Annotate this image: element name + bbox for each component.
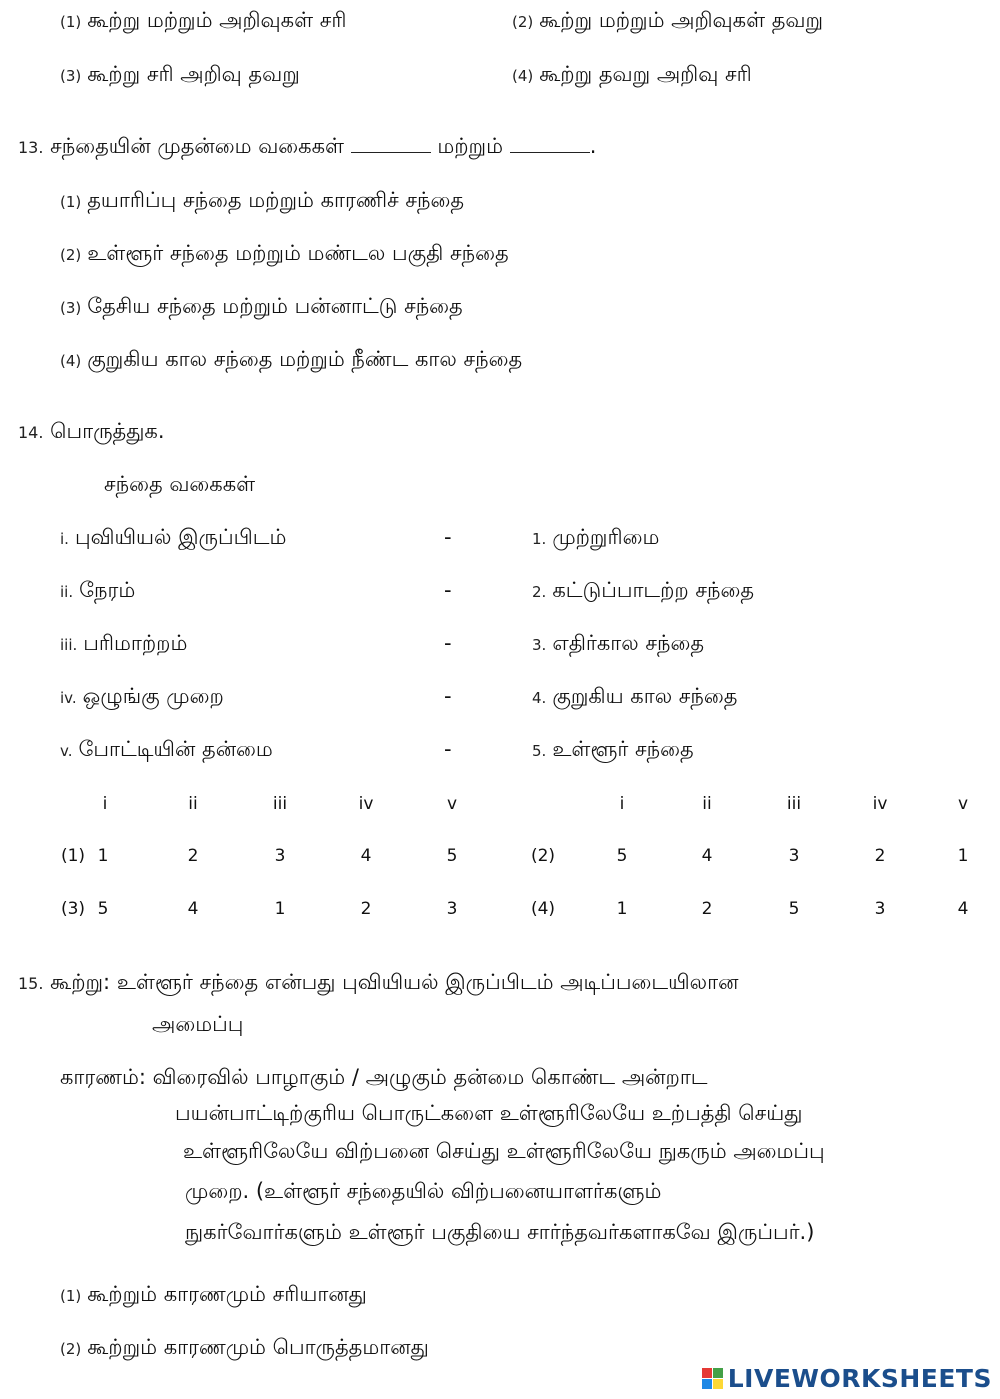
reason-text-cont: உள்ளூரிலேயே விற்பனை செய்து உள்ளூரிலேயே நுகரும் அமைப்பு	[183, 1139, 825, 1163]
match-dash: -	[444, 578, 452, 602]
right-number: 4.	[532, 689, 547, 707]
option-number: (1)	[60, 13, 82, 31]
right-number: 1.	[532, 530, 547, 548]
question-number: 14.	[18, 423, 44, 442]
match-left-1	[60, 523, 286, 553]
left-number: ii.	[60, 583, 74, 601]
reason-text-cont: முறை. (உள்ளூர் சந்தையில் விற்பனையாளர்களும்	[185, 1179, 662, 1203]
match-dash: -	[444, 684, 452, 708]
grid-header: v	[446, 794, 458, 814]
answer-value: 5	[616, 846, 628, 866]
question-text-b: மற்றும்	[437, 134, 504, 158]
match-left-4	[60, 682, 224, 712]
answer-value: 4	[957, 899, 969, 919]
liveworksheets-logo[interactable]	[702, 1364, 992, 1393]
option-text: உள்ளூர் சந்தை மற்றும் மண்டல பகுதி சந்தை	[87, 241, 509, 265]
match-left-3	[60, 629, 187, 659]
answer-value: 5	[446, 846, 458, 866]
match-right-4	[532, 682, 737, 712]
option-text: தயாரிப்பு சந்தை மற்றும் காரணிச் சந்தை	[87, 188, 465, 212]
q15-reason	[60, 1063, 708, 1091]
q15-option-1[interactable]	[60, 1280, 367, 1310]
q12-option-1[interactable]	[60, 6, 346, 36]
q13-option-3[interactable]	[60, 292, 463, 322]
answer-label[interactable]: (4)	[530, 899, 556, 919]
answer-value: 2	[187, 846, 199, 866]
question-end: .	[589, 134, 597, 158]
reason-label: காரணம்:	[60, 1065, 146, 1089]
match-dash: -	[444, 737, 452, 761]
question-number: 13.	[18, 138, 44, 157]
q14-stem	[18, 417, 165, 447]
option-number: (3)	[60, 299, 82, 317]
option-text: கூற்றும் காரணமும் சரியானது	[87, 1282, 367, 1306]
answer-label[interactable]: (3)	[60, 899, 86, 919]
answer-value: 3	[274, 846, 286, 866]
match-right-1	[532, 523, 659, 553]
left-number: iv.	[60, 689, 77, 707]
option-text: கூற்றும் காரணமும் பொருத்தமானது	[87, 1335, 429, 1359]
option-text: கூற்று மற்றும் அறிவுகள் தவறு	[539, 8, 824, 32]
answer-value: 4	[187, 899, 199, 919]
reason-text-cont: பயன்பாட்டிற்குரிய பொருட்களை உள்ளூரிலேயே உற்பத்தி செய்து	[175, 1101, 803, 1125]
grid-header: iv	[872, 794, 888, 814]
answer-value: 1	[616, 899, 628, 919]
option-number: (2)	[60, 246, 82, 264]
grid-header: v	[957, 794, 969, 814]
answer-value: 1	[957, 846, 969, 866]
q13-option-2[interactable]	[60, 239, 509, 269]
match-left-2	[60, 576, 135, 606]
option-text: தேசிய சந்தை மற்றும் பன்னாட்டு சந்தை	[87, 294, 463, 318]
left-text: புவியியல் இருப்பிடம்	[74, 525, 287, 549]
match-dash: -	[444, 631, 452, 655]
match-dash: -	[444, 525, 452, 549]
q14-heading: சந்தை வகைகள்	[104, 472, 256, 496]
match-right-5	[532, 735, 694, 765]
answer-value: 2	[874, 846, 886, 866]
grid-header: iv	[358, 794, 374, 814]
grid-header: ii	[702, 794, 712, 814]
q12-option-4[interactable]	[512, 60, 752, 90]
grid-header: i	[102, 794, 108, 814]
right-number: 3.	[532, 636, 547, 654]
left-text: நேரம்	[79, 578, 136, 602]
option-text: கூற்று மற்றும் அறிவுகள் சரி	[87, 8, 347, 32]
reason-text: விரைவில் பாழாகும் / அழுகும் தன்மை கொண்ட அன்றாட	[152, 1065, 708, 1089]
option-number: (4)	[60, 352, 82, 370]
left-number: iii.	[60, 636, 78, 654]
right-number: 5.	[532, 742, 547, 760]
option-number: (2)	[60, 1340, 82, 1358]
answer-value: 3	[446, 899, 458, 919]
answer-blank-1[interactable]	[351, 138, 431, 153]
q12-option-2[interactable]	[512, 6, 823, 36]
question-text-a: சந்தையின் முதன்மை வகைகள்	[50, 134, 344, 158]
grid-header: ii	[188, 794, 198, 814]
answer-value: 3	[788, 846, 800, 866]
answer-value: 5	[788, 899, 800, 919]
answer-value: 4	[701, 846, 713, 866]
option-text: கூற்று சரி அறிவு தவறு	[87, 62, 300, 86]
option-number: (1)	[60, 1287, 82, 1305]
reason-text-cont: நுகர்வோர்களும் உள்ளூர் பகுதியை சார்ந்தவர்களாகவே இருப்பர்.)	[185, 1220, 815, 1244]
answer-value: 2	[701, 899, 713, 919]
question-text: பொருத்துக.	[50, 419, 165, 443]
question-number: 15.	[18, 974, 44, 993]
answer-value: 1	[274, 899, 286, 919]
left-number: v.	[60, 742, 73, 760]
q13-option-1[interactable]	[60, 186, 464, 216]
q13-stem	[18, 132, 596, 162]
right-text: கட்டுப்பாடற்ற சந்தை	[552, 578, 755, 602]
grid-header: iii	[786, 794, 802, 814]
answer-blank-2[interactable]	[510, 138, 590, 153]
grid-header: iii	[272, 794, 288, 814]
answer-value: 2	[360, 899, 372, 919]
answer-value: 1	[97, 846, 109, 866]
right-text: உள்ளூர் சந்தை	[552, 737, 694, 761]
left-text: ஒழுங்கு முறை	[82, 684, 224, 708]
right-text: எதிர்கால சந்தை	[552, 631, 705, 655]
answer-label[interactable]: (1)	[60, 846, 86, 866]
statement-label: கூற்று:	[50, 970, 111, 994]
option-number: (1)	[60, 193, 82, 211]
right-number: 2.	[532, 583, 547, 601]
answer-value: 4	[360, 846, 372, 866]
statement-text-cont: அமைப்பு	[152, 1012, 244, 1036]
option-number: (2)	[512, 13, 534, 31]
q12-option-3[interactable]	[60, 60, 300, 90]
answer-value: 5	[97, 899, 109, 919]
grid-header: i	[619, 794, 625, 814]
match-left-5	[60, 735, 273, 765]
option-text: கூற்று தவறு அறிவு சரி	[539, 62, 752, 86]
brand-name: LIVEWORKSHEETS	[727, 1364, 992, 1393]
right-text: முற்றுரிமை	[552, 525, 660, 549]
option-number: (4)	[512, 67, 534, 85]
q13-option-4[interactable]	[60, 345, 522, 375]
right-text: குறுகிய கால சந்தை	[552, 684, 738, 708]
q15-option-2[interactable]	[60, 1333, 429, 1363]
option-text: குறுகிய கால சந்தை மற்றும் நீண்ட கால சந்தை	[87, 347, 523, 371]
left-text: பரிமாற்றம்	[83, 631, 188, 655]
left-number: i.	[60, 530, 69, 548]
answer-label[interactable]: (2)	[530, 846, 556, 866]
option-number: (3)	[60, 67, 82, 85]
left-text: போட்டியின் தன்மை	[78, 737, 273, 761]
q15-statement	[18, 968, 738, 998]
answer-value: 3	[874, 899, 886, 919]
statement-text: உள்ளூர் சந்தை என்பது புவியியல் இருப்பிடம் அடிப்படையிலான	[116, 970, 739, 994]
match-right-3	[532, 629, 704, 659]
brand-blocks-icon	[702, 1368, 724, 1390]
match-right-2	[532, 576, 754, 606]
